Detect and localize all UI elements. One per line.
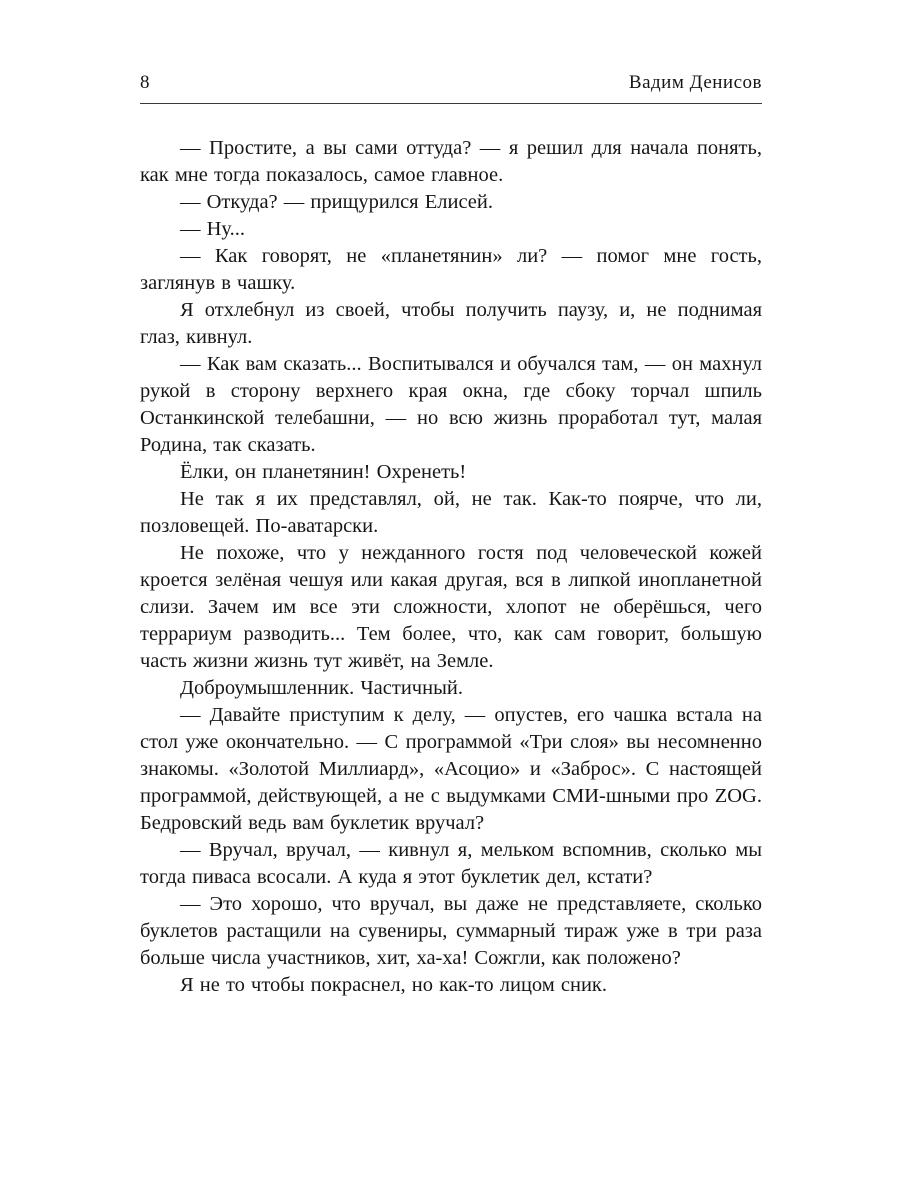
page-content — [140, 72, 762, 999]
paragraph: — Вручал, вручал, — кивнул я, мельком вспомнив, сколько мы тогда пиваса всосали. А куда я этот буклетик дел, кстати? — [140, 839, 762, 888]
paragraph: — Как вам сказать... Воспитывался и обучался там, — он махнул рукой в сторону верхнего края окна, где сбоку торчал шпиль Останкинской телебашни, — но всю жизнь проработал тут, малая Родина, так сказать. — [140, 353, 762, 456]
paragraph: Доброумышленник. Частичный. — [180, 677, 463, 699]
running-header — [140, 72, 762, 104]
page-number: 8 — [140, 72, 150, 93]
author-name: Вадим Денисов — [628, 72, 762, 93]
paragraph: Не так я их представлял, ой, не так. Как-то поярче, что ли, позловещей. По-аватарски. — [140, 488, 762, 537]
paragraph: — Как говорят, не «планетянин» ли? — помог мне гость, заглянув в чашку. — [140, 245, 762, 294]
paragraph: — Ну... — [180, 218, 246, 240]
paragraph: — Это хорошо, что вручал, вы даже не представляете, сколько буклетов растащили на сувениры, суммарный тираж уже в три раза больше числа участников, хит, ха-ха! Сожгли, как положено? — [140, 893, 762, 969]
paragraph: — Давайте приступим к делу, — опустев, его чашка встала на стол уже окончательно. — С программой «Три слоя» вы несомненно знакомы. «Золотой Миллиард», «Асоцио» и «Заброс». С настоящей программой, действующей, а не с выдумками СМИ-шными про ZOG. Бедровский ведь вам буклетик вручал? — [140, 704, 762, 834]
paragraph: Ёлки, он планетянин! Охренеть! — [180, 461, 467, 483]
body-text — [140, 135, 762, 999]
paragraph: — Откуда? — прищурился Елисей. — [180, 191, 493, 213]
paragraph: Я не то чтобы покраснел, но как-то лицом сник. — [180, 974, 608, 996]
paragraph: Не похоже, что у нежданного гостя под человеческой кожей кроется зелёная чешуя или какая другая, вся в липкой инопланетной слизи. Зачем им все эти сложности, хлопот не оберёшься, чего террариум разводить... Тем более, что, как сам говорит, большую часть жизни жизнь тут живёт, на Земле. — [140, 542, 762, 672]
paragraph: Я отхлебнул из своей, чтобы получить паузу, и, не поднимая глаз, кивнул. — [140, 299, 762, 348]
paragraph: — Простите, а вы сами оттуда? — я решил для начала понять, как мне тогда показалось, самое главное. — [140, 137, 762, 186]
